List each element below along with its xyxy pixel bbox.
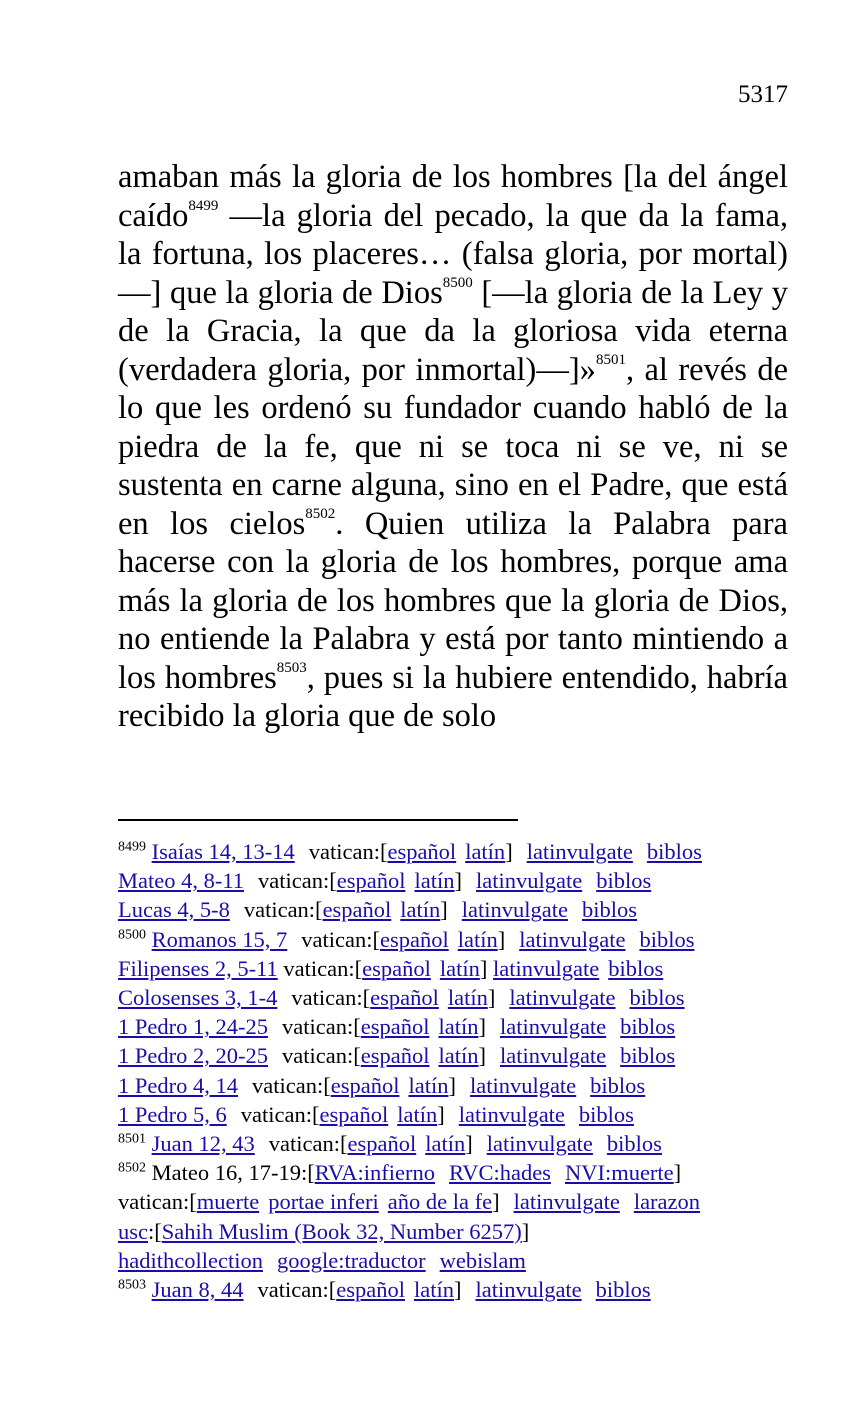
vatican-label: vatican:[ [240,1101,320,1127]
body-text-5: . Quien utiliza la Palabra para hacerse con la gloria de los hombres, porque ama más la gloria de los hombres que la gloria de Dios, no entiende la Palabra y está por tanto mintiendo a los hombres [118,505,788,696]
ref-link[interactable]: Lucas 4, 5-8 [118,897,230,923]
vatican-label: vatican:[ [283,955,363,981]
espanol-link[interactable]: español [322,897,392,923]
body-text-1: amaban más la gloria de los hombres [la del ángel caído [118,159,788,234]
larazon-link[interactable]: larazon [633,1189,701,1215]
vatican-label: vatican:[ [291,985,371,1011]
body-paragraph [118,158,788,736]
rva-link[interactable]: RVA:infierno [314,1160,435,1186]
hadithcollection-link[interactable]: hadithcollection [118,1247,263,1273]
ref-link[interactable]: 1 Pedro 4, 14 [118,1072,238,1098]
biblos-link[interactable]: biblos [590,1072,646,1098]
rvc-link[interactable]: RVC:hades [449,1160,551,1186]
anio-de-la-fe-link[interactable]: año de la fe [387,1189,493,1215]
portae-inferi-link[interactable]: portae inferi [268,1189,379,1215]
latinvulgate-link[interactable]: latinvulgate [458,1101,565,1127]
latinvulgate-link[interactable]: latinvulgate [475,1277,582,1303]
vatican-label: vatican:[ [282,1014,361,1040]
footnote-ref-8500[interactable]: 8500 [442,274,473,291]
google-traductor-link[interactable]: google:traductor [276,1247,426,1273]
latin-link[interactable]: latín [425,1131,466,1157]
latin-link[interactable]: latín [400,897,441,923]
latin-link[interactable]: latín [457,926,498,952]
latinvulgate-link[interactable]: latinvulgate [513,1189,620,1215]
footnote-number: 8501 [118,1131,146,1147]
latin-link[interactable]: latín [397,1101,438,1127]
latinvulgate-link[interactable]: latinvulgate [519,926,626,952]
vatican-label: vatican:[ [308,839,388,864]
vatican-label: vatican:[ [301,926,380,952]
usc-link[interactable]: usc [118,1218,148,1244]
footnote-ref-8502[interactable]: 8502 [305,505,336,522]
latinvulgate-link[interactable]: latinvulgate [499,1014,607,1040]
footnote-line: Mateo 4, 8-11 vatican:[español latín] latinvulgate biblos [118,868,652,894]
footnote-line: Filipenses 2, 5-11 vatican:[español latín] latinvulgate biblos [118,955,664,981]
footnote-line: $^{8503}$ Juan 8, 44 vatican:[español latín] latinvulgate biblos [118,1277,651,1303]
latin-link[interactable]: latín [408,1072,449,1098]
espanol-link[interactable]: español [330,1072,400,1098]
footnote-ref-8503[interactable]: 8503 [276,659,307,676]
footnote-number: 8503 [118,1277,146,1293]
espanol-link[interactable]: español [336,1277,405,1303]
footnote-line: 1 Pedro 1, 24-25 vatican:[español latín] latinvulgate biblos [118,1014,676,1040]
footnote-line: 1 Pedro 5, 6 vatican:[español latín] latinvulgate biblos [118,1101,634,1127]
ref-link[interactable]: Juan 8, 44 [151,1277,244,1303]
footnotes [118,837,798,1304]
biblos-link[interactable]: biblos [629,985,685,1011]
biblos-link[interactable]: biblos [582,897,638,923]
biblos-link[interactable]: biblos [608,955,664,981]
ref-link[interactable]: 1 Pedro 2, 20-25 [118,1043,268,1069]
ref-link[interactable]: Mateo 4, 8-11 [118,868,245,894]
biblos-link[interactable]: biblos [639,926,695,952]
footnote-line: $^{8499}$ Isaías 14, 13-14 vatican:[español latín] latinvulgate biblos [118,839,702,864]
footnote-line: Colosenses 3, 1-4 vatican:[español latín] latinvulgate biblos [118,985,685,1011]
biblos-link[interactable]: biblos [578,1101,634,1127]
ref-link[interactable]: 1 Pedro 5, 6 [118,1101,227,1127]
ref-link[interactable]: Isaías 14, 13-14 [151,839,295,864]
latin-link[interactable]: latín [413,1277,454,1303]
footnote-line: Lucas 4, 5-8 vatican:[español latín] latinvulgate biblos [118,897,638,923]
biblos-link[interactable]: biblos [620,1043,676,1069]
espanol-link[interactable]: español [336,868,406,894]
footnote-line: 1 Pedro 4, 14 vatican:[español latín] latinvulgate biblos [118,1072,646,1098]
muerte-link[interactable]: muerte [196,1189,260,1215]
nvi-link[interactable]: NVI:muerte [564,1160,674,1186]
latin-link[interactable]: latín [465,839,506,864]
espanol-link[interactable]: español [360,1043,430,1069]
body-text-6: , pues si la hubiere entendido, habría recibido la gloria que de solo [118,659,788,734]
latinvulgate-link[interactable]: latinvulgate [461,897,569,923]
footnote-line: $^{8500}$ Romanos 15, 7 vatican:[español latín] latinvulgate biblos [118,926,695,952]
latin-link[interactable]: latín [438,1043,479,1069]
body-text-3: [—la gloria de la Ley y de la Gracia, la que da la gloriosa vida eterna (verdadera gloria, por inmortal)—]» [118,274,788,388]
biblos-link[interactable]: biblos [606,1131,662,1157]
vatican-label: vatican:[ [257,1277,337,1303]
vatican-label: vatican:[ [118,1189,197,1215]
page-number: 5317 [738,81,788,108]
latinvulgate-link[interactable]: latinvulgate [493,955,600,981]
espanol-link[interactable]: español [379,926,449,952]
biblos-link[interactable]: biblos [646,839,702,864]
footnote-line [118,1246,798,1275]
latinvulgate-link[interactable]: latinvulgate [469,1072,577,1098]
footnote-separator [118,819,518,821]
latinvulgate-link[interactable]: latinvulgate [526,839,633,864]
footnote-line: 1 Pedro 2, 20-25 vatican:[español latín] latinvulgate biblos [118,1043,676,1069]
vatican-label: vatican:[ [268,1131,348,1157]
ref-link[interactable]: Romanos 15, 7 [151,926,288,952]
espanol-link[interactable]: español [347,1131,417,1157]
vatican-label: vatican:[ [282,1043,361,1069]
webislam-link[interactable]: webislam [439,1247,526,1273]
biblos-link[interactable]: biblos [595,1277,651,1303]
latinvulgate-link[interactable]: latinvulgate [499,1043,607,1069]
latin-link[interactable]: latín [439,955,480,981]
footnote-number: 8502 [118,1160,146,1176]
ref-link[interactable]: Juan 12, 43 [151,1131,255,1157]
vatican-label: vatican:[ [243,897,323,923]
biblos-link[interactable]: biblos [620,1014,676,1040]
ref-link[interactable]: 1 Pedro 1, 24-25 [118,1014,268,1040]
latin-link[interactable]: latín [447,985,488,1011]
sahih-muslim-link[interactable]: Sahih Muslim (Book 32, Number 6257) [161,1218,522,1244]
biblos-link[interactable]: biblos [596,868,652,894]
footnote-ref-8501[interactable]: 8501 [595,351,626,368]
latinvulgate-link[interactable]: latinvulgate [475,868,583,894]
mateo-ref: Mateo 16, 17-19:[ [151,1160,315,1186]
espanol-link[interactable]: español [370,985,439,1011]
espanol-link[interactable]: español [362,955,431,981]
latin-link[interactable]: latín [414,868,455,894]
espanol-link[interactable]: español [319,1101,389,1127]
ref-link[interactable]: Filipenses 2, 5-11 [118,955,278,981]
footnote-line: $^{8501}$ Juan 12, 43 vatican:[español latín] latinvulgate biblos [118,1131,662,1157]
espanol-link[interactable]: español [360,1014,430,1040]
footnote-ref-8499[interactable]: 8499 [188,197,219,214]
footnote-line: $^{8502}$ Mateo 16, 17-19:[RVA:infierno RVC:hades NVI:muerte] [118,1160,682,1186]
footnote-number: 8499 [118,839,146,855]
vatican-label: vatican:[ [252,1072,331,1098]
footnote-line: vatican:[muerte portae inferi año de la fe] latinvulgate larazon [118,1189,701,1215]
latinvulgate-link[interactable]: latinvulgate [509,985,616,1011]
latinvulgate-link[interactable]: latinvulgate [486,1131,593,1157]
body-text-4: , al revés de lo que les ordenó su fundador cuando habló de la piedra de la fe, que ni se toca ni se ve, ni se sustenta en carne alguna, sino en el Padre, que está en los cielos [118,351,789,542]
latin-link[interactable]: latín [438,1014,479,1040]
footnote-number: 8500 [118,927,146,943]
ref-link[interactable]: Colosenses 3, 1-4 [118,985,278,1011]
vatican-label: vatican:[ [258,868,337,894]
espanol-link[interactable]: español [387,839,457,864]
body-text-2: —la gloria del pecado, la que da la fama, la fortuna, los placeres… (falsa gloria, por mortal)—] que la gloria de Dios [118,197,788,311]
footnote-line: usc:[Sahih Muslim (Book 32, Number 6257)] [118,1218,530,1244]
